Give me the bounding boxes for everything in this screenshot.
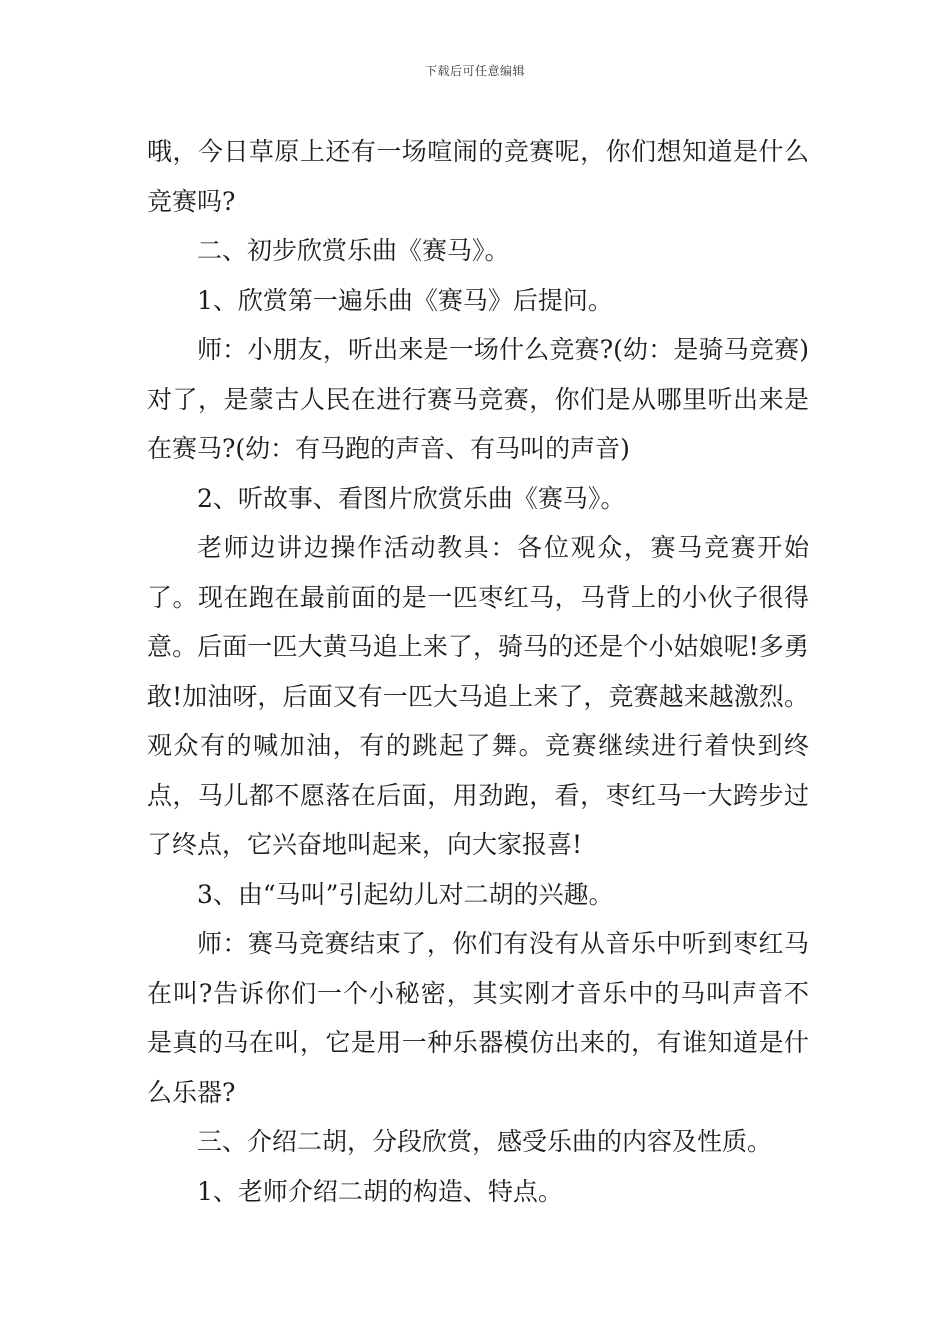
teacher-dialogue-1: 师：小朋友，听出来是一场什么竞赛?(幼：是骑马竞赛)对了，是蒙古人民在进行赛马竞赛，你们是从哪里听出来是在赛马?(幼：有马跑的声音、有马叫的声音)	[147, 335, 809, 463]
section-heading-2: 二、初步欣赏乐曲《赛马》。	[197, 236, 510, 265]
section-heading-3: 三、介绍二胡，分段欣赏，感受乐曲的内容及性质。	[197, 1127, 773, 1156]
paragraph-continued: 哦，今日草原上还有一场喧闹的竞赛呢，你们想知道是什么竞赛吗?	[147, 137, 809, 216]
step-3-heading: 3、由“马叫”引起幼儿对二胡的兴趣。	[197, 879, 614, 909]
step-1-erhu-heading: 1、老师介绍二胡的构造、特点。	[197, 1176, 563, 1206]
teacher-dialogue-2: 师：赛马竞赛结束了，你们有没有从音乐中听到枣红马在叫?告诉你们一个小秘密，其实刚才音乐中的马叫声音不是真的马在叫，它是用一种乐器模仿出来的，有谁知道是什么乐器?	[147, 929, 809, 1107]
document-body	[147, 127, 809, 1216]
step-2-heading: 2、听故事、看图片欣赏乐曲《赛马》。	[197, 483, 626, 513]
page-header: 下载后可任意编辑	[424, 64, 525, 78]
story-paragraph: 老师边讲边操作活动教具：各位观众，赛马竞赛开始了。现在跑在最前面的是一匹枣红马，马背上的小伙子很得意。后面一匹大黄马追上来了，骑马的还是个小姑娘呢!多勇敢!加油呀，后面又有一匹大马追上来了，竞赛越来越激烈。观众有的喊加油，有的跳起了舞。竞赛继续进行着快到终点，马儿都不愿落在后面，用劲跑，看，枣红马一大跨步过了终点，它兴奋地叫起来，向大家报喜!	[147, 533, 809, 859]
step-1-heading: 1、欣赏第一遍乐曲《赛马》后提问。	[197, 285, 613, 315]
